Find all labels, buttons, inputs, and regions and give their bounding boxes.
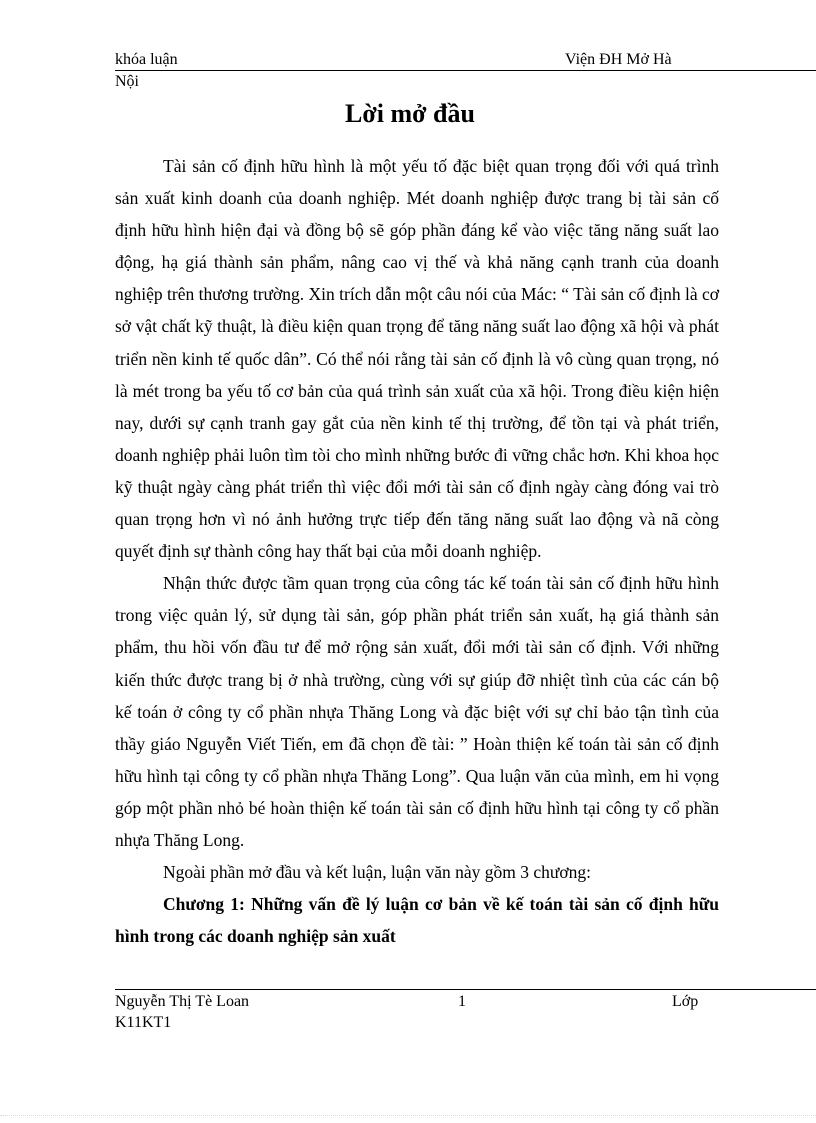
chapter-heading: Chương 1: Những vấn đề lý luận cơ bản về kế toán tài sản cố định hữu hình trong các doanh nghiệp sản xuất [115,894,719,947]
footer-class-label: Lớp [672,993,699,1010]
page-number: 1 [458,993,466,1010]
header-continuation-text: Nội [115,73,139,90]
footer-class-code: K11KT1 [115,1014,172,1031]
body-text [115,150,719,952]
header-rule [115,70,816,71]
page-title: Lời mở đầu [345,99,475,128]
page-bottom-border [0,1115,816,1116]
paragraph-2: Nhận thức được tầm quan trọng của công tác kế toán tài sản cố định hữu hình trong việc quản lý, sử dụng tài sản, góp phần phát triển sản xuất, hạ giá thành sản phẩm, thu hồi vốn đầu tư để mở rộng sản xuất, đổi mới tài sản cố định. Với những kiến thức được trang bị ở nhà trường, cùng với sự giúp đỡ nhiệt tình của các cán bộ kế toán ở công ty cổ phần nhựa Thăng Long và đặc biệt với sự chỉ bảo tận tình của thầy giáo Nguyễn Viết Tiến, em đã chọn đề tài: ” Hoàn thiện kế toán tài sản cố định hữu hình tại công ty cổ phần nhựa Thăng Long”. Qua luận văn của mình, em hi vọng góp một phần nhỏ bé hoàn thiện kế toán tài sản cố định hữu hình tại công ty cổ phần nhựa Thăng Long. [115,573,719,850]
paragraph-1: Tài sản cố định hữu hình là một yếu tố đặc biệt quan trọng đối với quá trình sản xuất kinh doanh của doanh nghiệp. Mét doanh nghiệp được trang bị tài sản cố định hữu hình hiện đại và đồng bộ sẽ góp phần đáng kể vào việc tăng năng suất lao động, hạ giá thành sản phẩm, nâng cao vị thế và khả năng cạnh tranh của doanh nghiệp trên thương trường. Xin trích dẫn một câu nói của Mác: “ Tài sản cố định là cơ sở vật chất kỹ thuật, là điều kiện quan trọng để tăng năng suất lao động xã hội và phát triển nền kinh tế quốc dân”. Có thể nói rằng tài sản cố định là vô cùng quan trọng, nó là mét trong ba yếu tố cơ bản của quá trình sản xuất của xã hội. Trong điều kiện hiện nay, dưới sự cạnh tranh gay gắt của nền kinh tế thị trường, để tồn tại và phát triển, doanh nghiệp phải luôn tìm tòi cho mình những bước đi vững chắc hơn. Khi khoa học kỹ thuật ngày càng phát triển thì việc đổi mới tài sản cố định ngày càng đóng vai trò quan trọng hơn vì nó ảnh hưởng trực tiếp đến tăng năng suất lao động và nã còng quyết định sự thành công hay thất bại của mỗi doanh nghiệp. [115,156,719,562]
paragraph-3: Ngoài phần mở đầu và kết luận, luận văn này gồm 3 chương: [163,862,591,883]
header-left-text: khóa luận [115,51,178,68]
footer-author: Nguyễn Thị Tè Loan [115,993,250,1010]
header-right-text: Viện ĐH Mở Hà [565,51,672,68]
footer-rule [115,989,816,990]
